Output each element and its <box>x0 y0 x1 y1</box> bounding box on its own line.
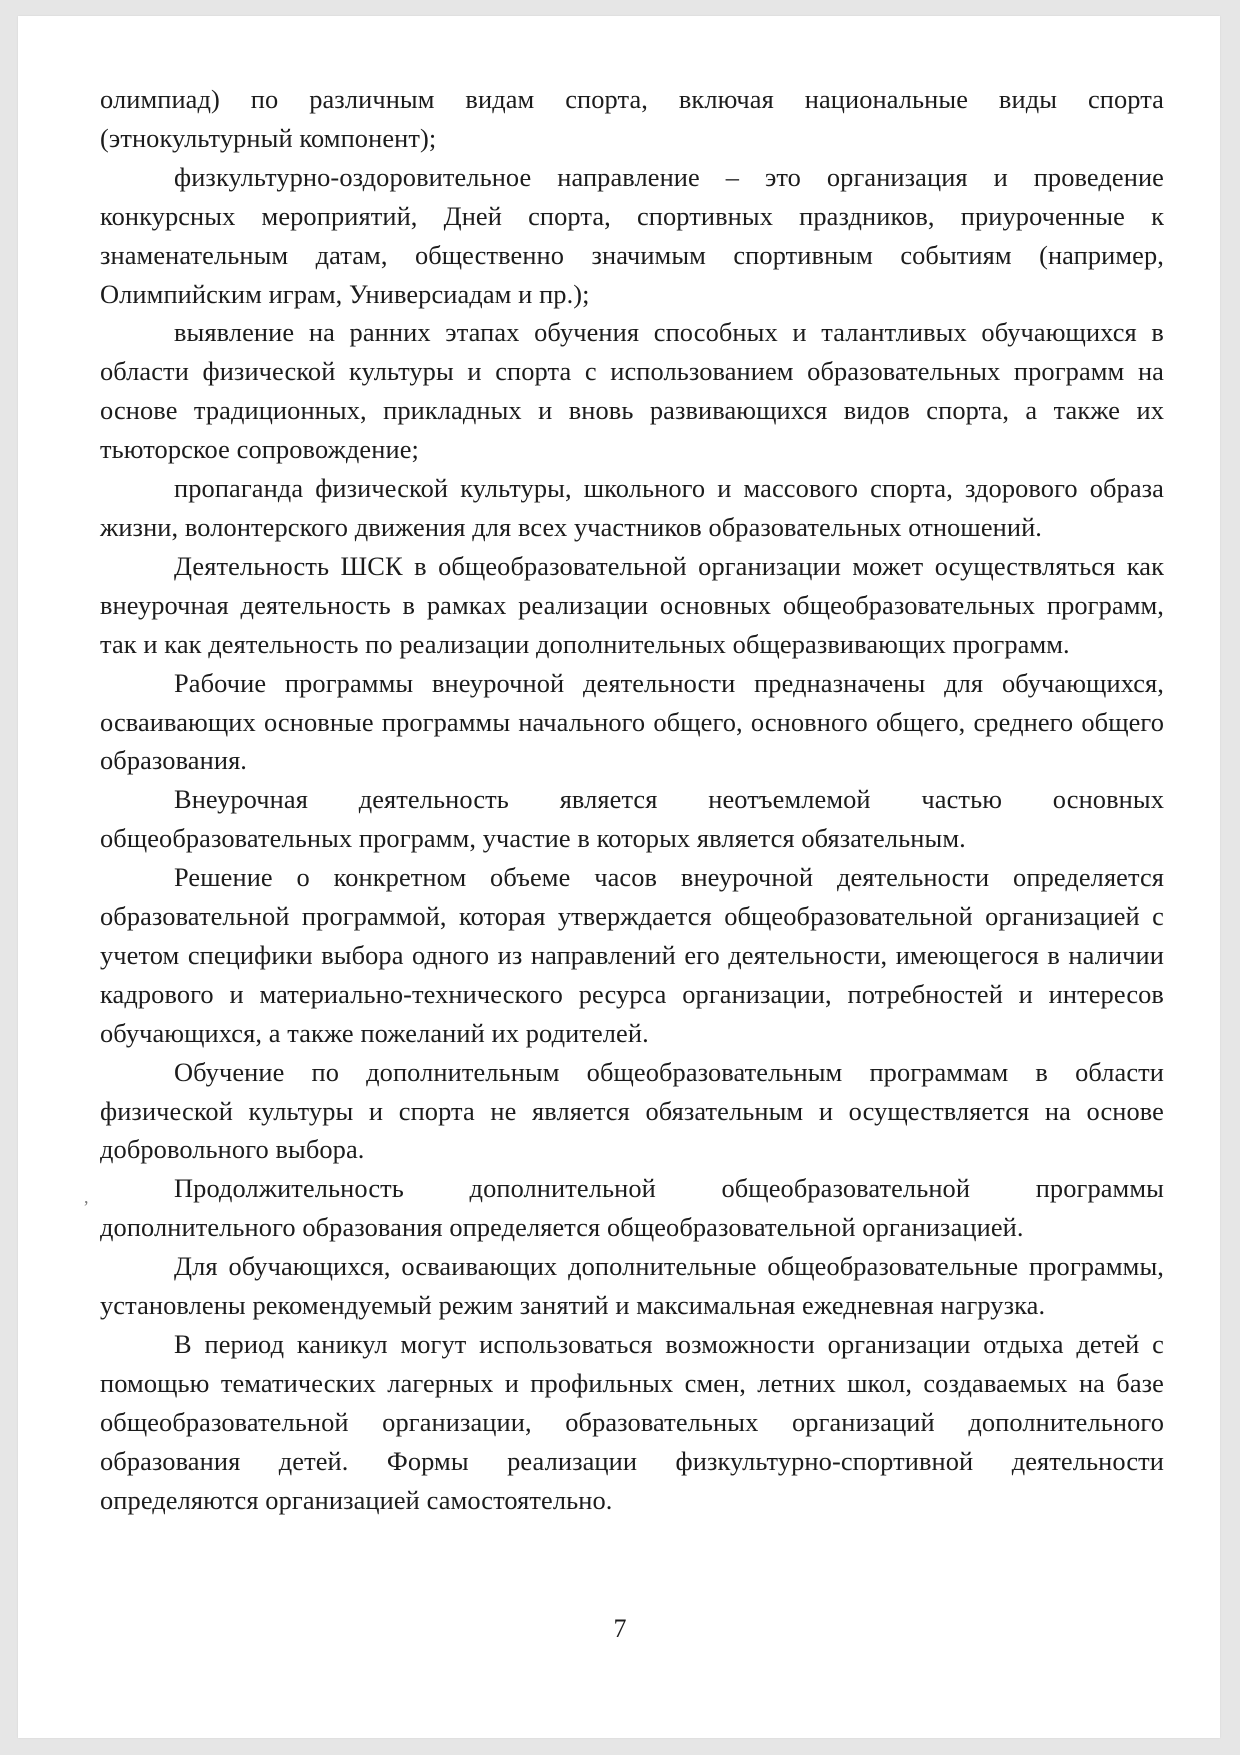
document-body <box>100 80 1164 1520</box>
paragraph-8: Решение о конкретном объеме часов внеурочной деятельности определяется образовательной программой, которая утверждается общеобразовательной организацией с учетом специфики выбора одного из направлений его деятельности, имеющегося в наличии кадрового и материально-технического ресурса организации, потребностей и интересов обучающихся, а также пожеланий их родителей. <box>100 862 1164 1048</box>
paragraph-12: В период каникул могут использоваться возможности организации отдыха детей с помощью тематических лагерных и профильных смен, летних школ, создаваемых на базе общеобразовательной организации, образовательных организаций дополнительного образования детей. Формы реализации физкультурно-спортивной деятельности определяются организацией самостоятельно. <box>100 1329 1164 1515</box>
paragraph-4: пропаганда физической культуры, школьного и массового спорта, здорового образа жизни, волонтерского движения для всех участников образовательных отношений. <box>100 473 1164 542</box>
paragraph-2: физкультурно-оздоровительное направление – это организация и проведение конкурсных мероприятий, Дней спорта, спортивных праздников, приуроченные к знаменательным датам, общественно значимым спортивным событиям (например, Олимпийским играм, Универсиадам и пр.); <box>100 161 1164 309</box>
paragraph-11: Для обучающихся, осваивающих дополнительные общеобразовательные программы, установлены рекомендуемый режим занятий и максимальная ежедневная нагрузка. <box>100 1251 1164 1321</box>
paragraph-6: Рабочие программы внеурочной деятельности предназначены для обучающихся, осваивающих основные программы начального общего, основного общего, среднего общего образования. <box>100 667 1164 776</box>
margin-mark: , <box>84 1187 89 1207</box>
paragraph-7: Внеурочная деятельность является неотъемлемой частью основных общеобразовательных программ, участие в которых является обязательным. <box>100 784 1164 854</box>
paragraph-9: Обучение по дополнительным общеобразовательным программам в области физической культуры и спорта не является обязательным и осуществляется на основе добровольного выбора. <box>100 1056 1164 1165</box>
paragraph-5: Деятельность ШСК в общеобразовательной организации может осуществляться как внеурочная деятельность в рамках реализации основных общеобразовательных программ, так и как деятельность по реализации дополнительных общеразвивающих программ. <box>100 550 1164 659</box>
page-number: 7 <box>613 1614 627 1643</box>
paragraph-3: выявление на ранних этапах обучения способных и талантливых обучающихся в области физической культуры и спорта с использованием образовательных программ на основе традиционных, прикладных и вновь развивающихся видов спорта, а также их тьюторское сопровождение; <box>100 317 1164 465</box>
paragraph-1: олимпиад) по различным видам спорта, включая национальные виды спорта (этнокультурный компонент); <box>100 84 1164 153</box>
paragraph-10: Продолжительность дополнительной общеобразовательной программы дополнительного образования определяется общеобразовательной организацией. <box>100 1173 1164 1243</box>
